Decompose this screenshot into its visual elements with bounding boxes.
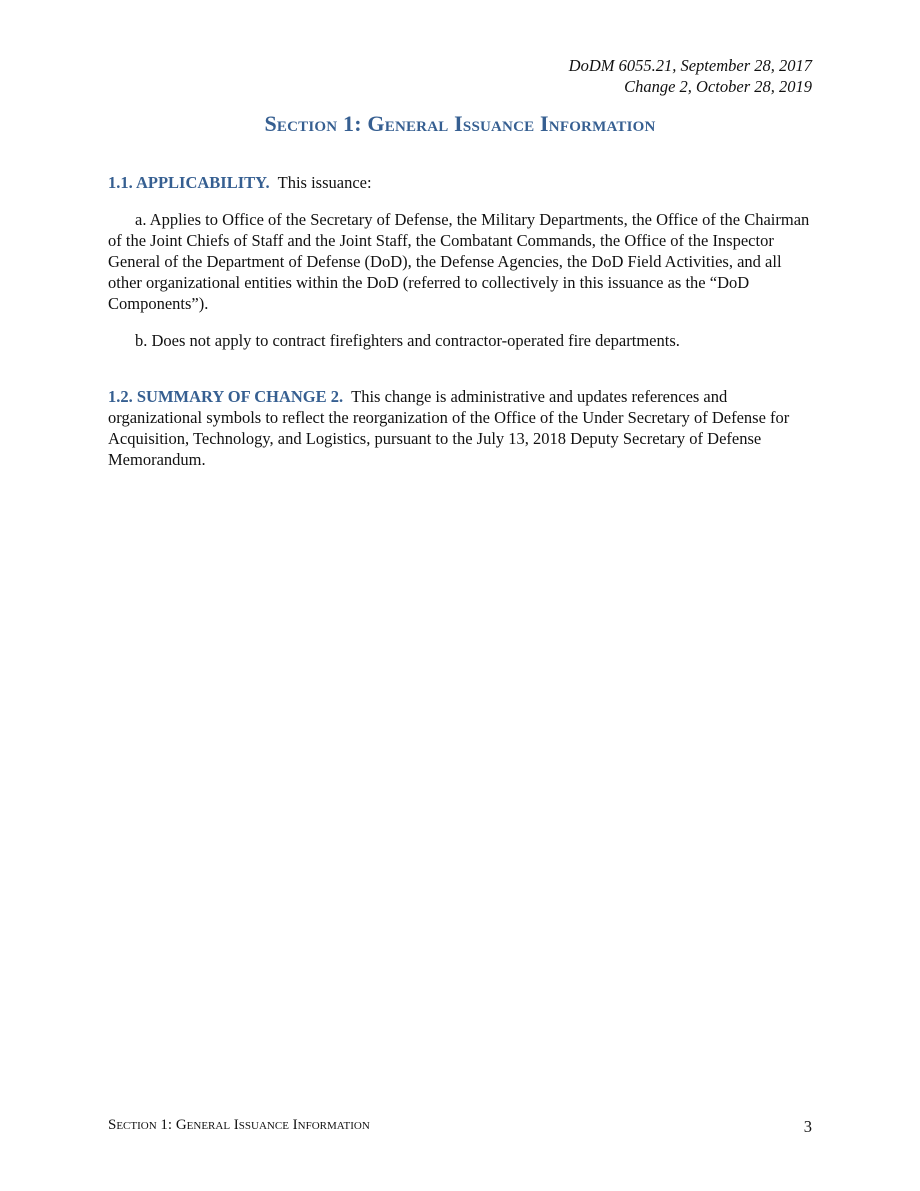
applicability-intro: This issuance: [277, 173, 372, 192]
applicability-heading: 1.1. APPLICABILITY. [108, 173, 270, 192]
paragraph-applicability [108, 172, 814, 193]
section-title: Section 1: General Issuance Information [264, 111, 656, 136]
paragraph-summary-of-change [108, 386, 814, 470]
applicability-item-b: b. Does not apply to contract firefighters and contractor-operated fire departments. [135, 331, 680, 350]
running-header [569, 55, 812, 97]
running-footer-title: Section 1: General Issuance Information [108, 1117, 370, 1133]
summary-of-change-heading: 1.2. SUMMARY OF CHANGE 2. [108, 387, 344, 406]
header-change-line: Change 2, October 28, 2019 [624, 77, 812, 96]
page-number: 3 [803, 1117, 812, 1136]
document-body [108, 172, 814, 470]
summary-of-change-body: This change is administrative and updates references and organizational symbols to reflect the reorganization of the Office of the Under Secretary of Defense for Acquisition, Technology, and Logistics, pursuant to the July 13, 2018 Deputy Secretary of Defense Memorandum. [108, 387, 790, 469]
applicability-item-a: a. Applies to Office of the Secretary of Defense, the Military Departments, the Office of the Chairman of the Joint Chiefs of Staff and the Joint Staff, the Combatant Commands, the Office of the Inspector General of the Department of Defense (DoD), the Defense Agencies, the DoD Field Activities, and all other organizational entities within the DoD (referred to collectively in this issuance as the “DoD Components”). [108, 210, 810, 313]
header-issuance-line: DoDM 6055.21, September 28, 2017 [568, 56, 812, 75]
